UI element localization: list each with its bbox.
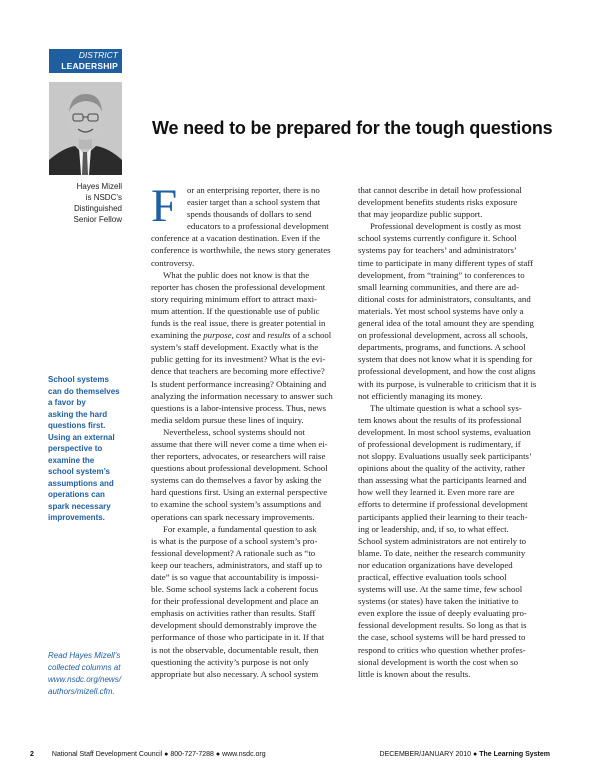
- footer-publication: The Learning System: [479, 751, 550, 758]
- text-line: dence that teachers are becoming more effective?: [151, 366, 325, 377]
- text-line: conference is worthwhile, the news story generates: [151, 245, 331, 256]
- read-more-line: collected columns at: [48, 663, 121, 672]
- text-line: educators to a professional development: [187, 221, 329, 232]
- text-line: for their professional development and place an: [151, 596, 319, 607]
- text-line: respond to critics who question whether profes-: [358, 644, 526, 655]
- text-line: keep our teachers, administrators, and staff up to: [151, 559, 323, 570]
- text-line: tem knows about the results of its professional: [358, 414, 522, 425]
- text-line: of professional development is rudimentary, if: [358, 438, 521, 449]
- author-portrait-image: [49, 82, 122, 175]
- text-line: systems (or states) have taken the initiative to: [358, 596, 519, 607]
- author-photo: [49, 82, 122, 175]
- article-column-1: [151, 180, 346, 680]
- text-line: date” is so vague that accountability is impossi-: [151, 572, 319, 582]
- caption-line: is NSDC’s: [85, 193, 122, 202]
- read-more-link[interactable]: authors/mizell.cfm.: [48, 687, 115, 696]
- text-line: fessional development results. So long as that is: [358, 620, 527, 631]
- footer-left: [30, 751, 266, 758]
- author-caption: [40, 181, 122, 225]
- text-line: even explore the issue of deeply evaluating pro-: [358, 608, 527, 619]
- text-line: with its purpose, is vulnerable to criticism that it is: [358, 378, 537, 389]
- caption-line: Distinguished: [73, 204, 122, 213]
- text-line: analyzing the information necessary to answer such: [151, 390, 333, 401]
- pull-quote-line: examine the: [48, 455, 95, 465]
- text-line: ditional costs for administrators, consultants, and: [358, 293, 531, 304]
- text-line: performance of those who participate in it. If that: [151, 632, 325, 643]
- text-line: easier target than a school system that: [187, 197, 321, 208]
- text-line: assume that there will never come a time when ei-: [151, 438, 328, 449]
- text-line: practical, effective evaluation tools school: [358, 572, 507, 582]
- text-line: opinions about the quality of the activity, rather: [358, 463, 526, 474]
- page-number: 2: [30, 751, 34, 758]
- text-line: Is student performance increasing? Obtaining and: [151, 378, 327, 389]
- text-line: The ultimate question is what a school sys-: [370, 402, 522, 413]
- text-line: efforts to determine if professional development: [358, 499, 528, 510]
- text-line: development should demonstrably improve the: [151, 620, 317, 631]
- text-line: school systems currently configure it. School: [358, 233, 517, 244]
- text-line: blame. To date, neither the research community: [358, 547, 526, 558]
- text-line: materials. Yet most school systems have only a: [358, 305, 524, 316]
- pull-quote-line: spark necessary: [48, 501, 111, 511]
- section-tag-line2: LEADERSHIP: [61, 61, 118, 71]
- text-line: Professional development is costly as most: [370, 221, 522, 232]
- text-line: or an enterprising reporter, there is no: [187, 185, 320, 195]
- pull-quote-line: questions first.: [48, 421, 106, 430]
- text-line: public getting for its investment? What is the evi-: [151, 354, 326, 365]
- text-line: on professional development, across all schools,: [358, 330, 528, 341]
- text-line: mum attention. If the questionable use of public: [151, 305, 320, 316]
- text-line: general idea of the total amount they are spending: [358, 318, 534, 329]
- pull-quote-line: Using an external: [48, 432, 115, 442]
- section-tag: [49, 49, 122, 73]
- text-line: time to participate in many different types of staff: [358, 257, 534, 268]
- text-line: nor education organizations have developed: [358, 559, 513, 570]
- caption-line: Hayes Mizell: [76, 182, 122, 191]
- text-line: systems can do themselves a favor by asking the: [151, 475, 322, 486]
- text-line: conference at a vacation destination. Even if the: [151, 233, 321, 244]
- pull-quote-line: assumptions and: [48, 478, 114, 488]
- text-line: not sloppy. Evaluations usually seek participants’: [358, 451, 532, 462]
- text-line: operations can spark necessary improvements.: [151, 511, 315, 522]
- text-line: story requiring minimum effort to attract maxi-: [151, 293, 317, 304]
- text-line: system’s staff development. Exactly what is the: [151, 342, 319, 353]
- text-line: how well they learned it. Even more rare are: [358, 487, 515, 498]
- text-line: that may jeopardize public support.: [358, 209, 483, 220]
- text-line: departments, programs, and functions. A school: [358, 342, 526, 353]
- text-line: Nevertheless, school systems should not: [163, 426, 305, 437]
- text-line: School system administrators are not entirely to: [358, 535, 527, 546]
- text-line: to examine the school system’s assumptions and: [151, 499, 322, 510]
- read-more-note: [48, 650, 128, 698]
- text-line: that cannot describe in detail how professional: [358, 185, 522, 195]
- read-more-link[interactable]: www.nsdc.org/news/: [48, 675, 121, 684]
- text-line: questions about professional development. School: [151, 463, 328, 474]
- text-line: appropriate but also necessary. A school system: [151, 668, 319, 679]
- text-line: participants applied their learning to their teach-: [358, 511, 528, 522]
- pull-quote-line: can do themselves: [48, 386, 120, 396]
- text-line: For example, a fundamental question to ask: [163, 523, 317, 534]
- text-line: questioning the activity’s purpose is not only: [151, 656, 309, 667]
- read-more-line: Read Hayes Mizell’s: [48, 651, 121, 660]
- pull-quote-line: perspective to: [48, 444, 103, 453]
- text-line: questions is a labor-intensive process. Thus, news: [151, 402, 327, 413]
- text-line: ble. Some school systems lack a coherent focus: [151, 584, 319, 595]
- drop-cap: F: [151, 180, 178, 232]
- section-tag-line1: DISTRICT: [78, 50, 118, 60]
- text-line: systems pay for teachers’ and administrators’: [358, 245, 517, 256]
- footer-org-info: National Staff Development Council ● 800-727-7288 ● www.nsdc.org: [51, 751, 266, 758]
- text-line: development. In most school systems, evaluation: [358, 426, 531, 437]
- text-line: than assessing what the participants learned and: [358, 475, 527, 486]
- text-line: sional development is worth the cost when so: [358, 656, 519, 667]
- text-line: is what is the purpose of a school system’s pro-: [151, 535, 318, 546]
- text-line: small learning communities, and there are ad-: [358, 281, 519, 292]
- text-line: emphasis on activities rather than results. Staff: [151, 608, 316, 619]
- text-line: the case, school systems will be hard pressed to: [358, 632, 526, 643]
- text-line: media seldom pursue these lines of inquiry.: [151, 414, 304, 425]
- text-line: examining the purpose, cost and results of a school: [151, 330, 332, 341]
- footer-issue-date: DECEMBER/JANUARY 2010 ●: [379, 751, 478, 758]
- text-line: little is known about the results.: [358, 668, 471, 679]
- pull-quote-line: a favor by: [48, 398, 86, 407]
- text-line: development benefits students risks exposure: [358, 197, 518, 208]
- text-line: fessional development? A rationale such as “to: [151, 547, 316, 558]
- caption-line: Senior Fellow: [73, 215, 122, 224]
- text-line: spends thousands of dollars to send: [187, 209, 312, 220]
- pull-quote-line: improvements.: [48, 513, 105, 522]
- pull-quote-line: operations can: [48, 490, 105, 499]
- text-line: system that does not know what it is spending for: [358, 354, 533, 365]
- pull-quote-line: asking the hard: [48, 409, 108, 419]
- article-column-2: [358, 184, 548, 680]
- text-line: hard questions first. Using an external perspective: [151, 487, 328, 498]
- text-line: not efficiently managing its money.: [358, 390, 483, 401]
- footer-right: [380, 751, 550, 758]
- text-line: reporter has chosen the professional development: [151, 281, 326, 292]
- pull-quote-line: School systems: [48, 375, 109, 384]
- text-line: controversy.: [151, 257, 195, 268]
- pull-quote-line: school system’s: [48, 467, 110, 476]
- text-line: is not the observable, documentable result, then: [151, 644, 319, 655]
- text-line: ing or leadership, and, if so, to what effect.: [358, 523, 509, 534]
- text-line: development, from “training” to conferences to: [358, 269, 525, 280]
- text-line: ther reporters, advocates, or researchers will raise: [151, 451, 326, 462]
- pull-quote: [48, 374, 128, 524]
- text-line: professional development, and how the cost aligns: [358, 366, 536, 377]
- article-headline: We need to be prepared for the tough questions: [152, 118, 553, 138]
- text-line: What the public does not know is that the: [163, 269, 310, 280]
- text-line: systems will use. At the same time, few school: [358, 584, 523, 595]
- text-line: funds is the real issue, there is greater potential in: [151, 318, 326, 329]
